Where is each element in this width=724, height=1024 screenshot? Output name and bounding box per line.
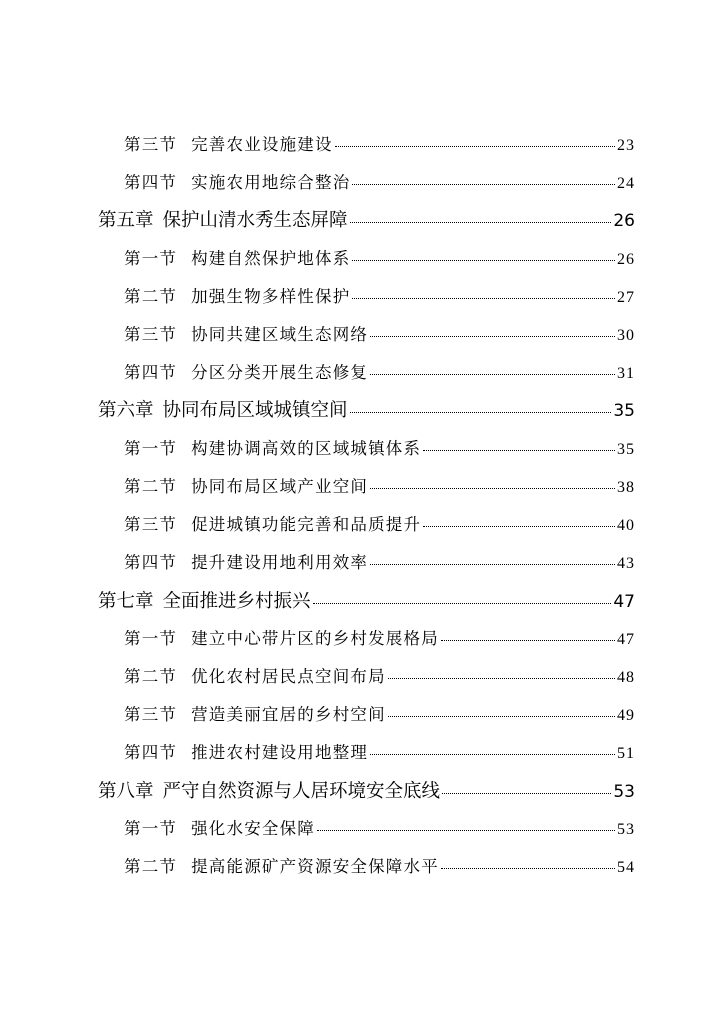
toc-entry-title: 提高能源矿产资源安全保障水平 [191,857,439,876]
toc-chapter-number: 第七章 [98,591,154,612]
toc-entry-number: 第二节 [124,667,178,686]
toc-entry-title: 营造美丽宜居的乡村空间 [191,705,386,724]
dot-leader [352,184,615,185]
toc-entry-page: 43 [617,555,635,572]
toc-entry-title: 完善农业设施建设 [191,135,333,154]
toc-entry-title: 促进城镇功能完善和品质提升 [191,515,422,534]
toc-entry-title: 提升建设用地利用效率 [191,553,369,572]
dot-leader [352,298,615,299]
toc-entry-page: 38 [617,479,635,496]
toc-entry-number: 第二节 [124,857,178,876]
toc-chapter-number: 第六章 [98,400,154,421]
dot-leader [370,564,615,565]
toc-entry-page: 48 [617,669,635,686]
dot-leader [370,754,615,755]
toc-entry[interactable] [124,745,635,762]
toc-chapter-title: 保护山清水秀生态屏障 [162,210,348,231]
toc-entry-page: 47 [617,631,635,648]
toc-entry-title: 推进农村建设用地整理 [191,743,369,762]
toc-entry[interactable] [124,821,635,838]
toc-chapter-page: 26 [613,211,635,231]
toc-entry[interactable] [124,631,635,648]
toc-entry[interactable] [124,251,635,268]
dot-leader [335,146,615,147]
toc-entry[interactable] [124,327,635,344]
dot-leader [441,868,615,869]
toc-entry-title: 加强生物多样性保护 [191,287,351,306]
toc-entry-number: 第四节 [124,553,178,572]
toc-entry[interactable] [124,555,635,572]
toc-entry[interactable] [124,441,635,458]
toc-chapter-entry[interactable] [98,402,635,421]
toc-entry-number: 第一节 [124,439,178,458]
toc-entry-page: 40 [617,517,635,534]
toc-chapter-title: 严守自然资源与人居环境安全底线 [162,781,441,802]
toc-chapter-page: 53 [613,782,635,802]
toc-entry-number: 第四节 [124,363,178,382]
toc-entry-number: 第三节 [124,515,178,534]
toc-entry-title: 构建自然保护地体系 [191,249,351,268]
toc-entry-number: 第三节 [124,705,178,724]
toc-entry-number: 第三节 [124,135,178,154]
toc-chapter-title: 协同布局区域城镇空间 [162,400,348,421]
dot-leader [442,793,611,794]
dot-leader [352,260,615,261]
dot-leader [441,640,615,641]
toc-entry-page: 30 [617,327,635,344]
toc-entry-page: 49 [617,707,635,724]
toc-entry-number: 第二节 [124,477,178,496]
dot-leader [350,412,612,413]
toc-entry-page: 51 [617,745,635,762]
toc-entry-title: 构建协调高效的区域城镇体系 [191,439,422,458]
toc-entry[interactable] [124,479,635,496]
toc-entry[interactable] [124,707,635,724]
toc-entry-page: 27 [617,289,635,306]
toc-entry-number: 第一节 [124,629,178,648]
dot-leader [388,678,615,679]
dot-leader [423,450,615,451]
toc-entry-title: 优化农村居民点空间布局 [191,667,386,686]
toc-chapter-number: 第五章 [98,210,154,231]
dot-leader [370,336,615,337]
toc-entry-number: 第一节 [124,249,178,268]
toc-entry-number: 第三节 [124,325,178,344]
toc-entry-number: 第一节 [124,819,178,838]
dot-leader [350,222,612,223]
toc-entry[interactable] [124,175,635,192]
toc-entry-title: 强化水安全保障 [191,819,316,838]
toc-entry-page: 35 [617,441,635,458]
toc-entry-title: 实施农用地综合整治 [191,173,351,192]
dot-leader [313,603,612,604]
toc-entry-title: 建立中心带片区的乡村发展格局 [191,629,439,648]
dot-leader [370,374,615,375]
toc-entry[interactable] [124,859,635,876]
toc-entry-title: 协同布局区域产业空间 [191,477,369,496]
toc-entry[interactable] [124,137,635,154]
toc-entry-page: 23 [617,137,635,154]
toc-entry[interactable] [124,289,635,306]
toc-chapter-entry[interactable] [98,783,635,802]
dot-leader [370,488,615,489]
toc-entry-number: 第二节 [124,287,178,306]
toc-entry[interactable] [124,669,635,686]
dot-leader [423,526,615,527]
toc-chapter-entry[interactable] [98,212,635,231]
toc-entry-page: 53 [617,821,635,838]
toc-chapter-page: 47 [613,592,635,612]
toc-chapter-page: 35 [613,401,635,421]
toc-entry[interactable] [124,365,635,382]
toc-entry-page: 24 [617,175,635,192]
toc-chapter-title: 全面推进乡村振兴 [162,591,311,612]
toc-entry-number: 第四节 [124,743,178,762]
toc-entry[interactable] [124,517,635,534]
toc-chapter-number: 第八章 [98,781,154,802]
dot-leader [388,716,615,717]
toc-entry-number: 第四节 [124,173,178,192]
toc-entry-page: 54 [617,859,635,876]
dot-leader [317,830,615,831]
toc-entry-title: 分区分类开展生态修复 [191,363,369,382]
toc-entry-page: 31 [617,365,635,382]
toc-chapter-entry[interactable] [98,593,635,612]
toc-entry-title: 协同共建区域生态网络 [191,325,369,344]
toc-entry-page: 26 [617,251,635,268]
